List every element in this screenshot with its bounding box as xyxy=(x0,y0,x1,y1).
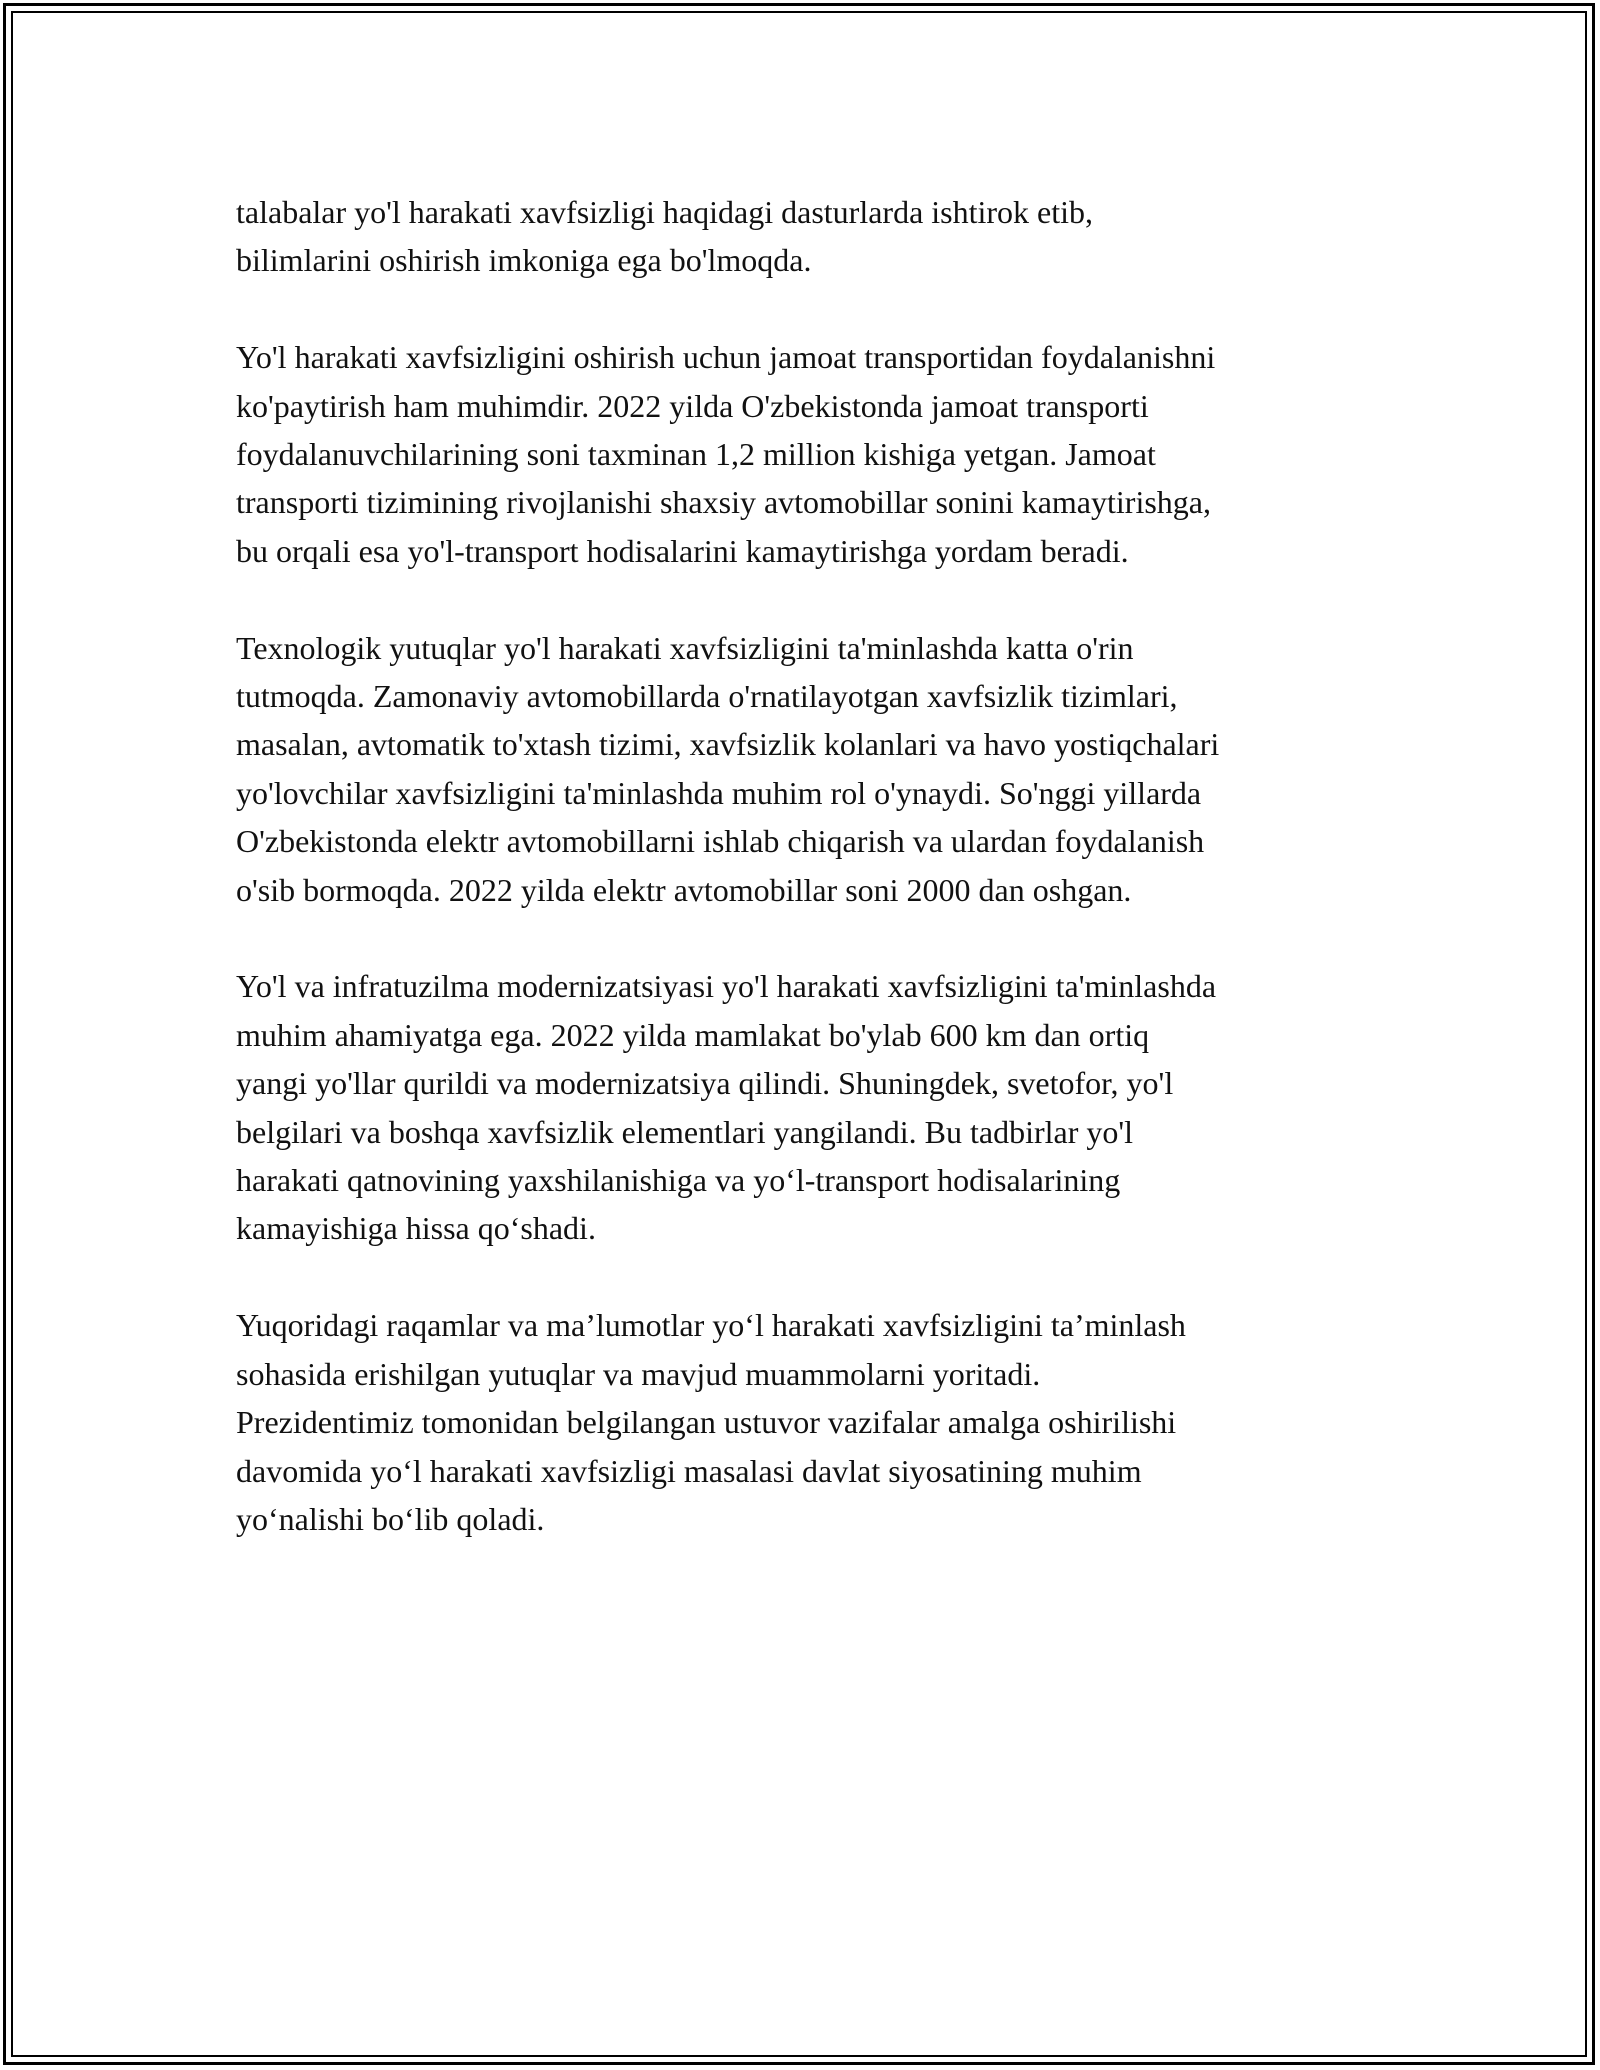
document-body xyxy=(236,188,1376,1592)
paragraph-2: Yo'l harakati xavfsizligini oshirish uchun jamoat transportidan foydalanishni ko'paytirish ham muhimdir. 2022 yilda O'zbekistonda jamoat transporti foydalanuvchilarining soni taxminan 1,2 million kishiga yetgan. Jamoat transporti tizimining rivojlanishi shaxsiy avtomobillar sonini kamaytirishga, bu orqali esa yo'l-transport hodisalarini kamaytirishga yordam beradi. xyxy=(236,339,1216,569)
paragraph-1: talabalar yo'l harakati xavfsizligi haqidagi dasturlarda ishtirok etib, bilimlarini oshirish imkoniga ega bo'lmoqda. xyxy=(236,194,1094,279)
paragraph-5: Yuqoridagi raqamlar va ma’lumotlar yo‘l harakati xavfsizligini ta’minlash sohasida erishilgan yutuqlar va mavjud muammolarni yoritadi. Prezidentimiz tomonidan belgilangan ustuvor vazifalar amalga oshirilishi davomida yo‘l harakati xavfsizligi masalasi davlat siyosatining muhim yo‘nalishi bo‘lib qoladi. xyxy=(236,1307,1186,1537)
paragraph-4: Yo'l va infratuzilma modernizatsiyasi yo'l harakati xavfsizligini ta'minlashda muhim ahamiyatga ega. 2022 yilda mamlakat bo'ylab 600 km dan ortiq yangi yo'llar qurildi va modernizatsiya qilindi. Shuningdek, svetofor, yo'l belgilari va boshqa xavfsizlik elementlari yangilandi. Bu tadbirlar yo'l harakati qatnovining yaxshilanishiga va yo‘l-transport hodisalarining kamayishiga hissa qo‘shadi. xyxy=(236,968,1217,1247)
paragraph-3: Texnologik yutuqlar yo'l harakati xavfsizligini ta'minlashda katta o'rin tutmoqda. Zamonaviy avtomobillarda o'rnatilayotgan xavfsizlik tizimlari, masalan, avtomatik to'xtash tizimi, xavfsizlik kolanlari va havo yostiqchalari yo'lovchilar xavfsizligini ta'minlashda muhim rol o'ynaydi. So'nggi yillarda O'zbekistonda elektr avtomobillarni ishlab chiqarish va ulardan foydalanish o'sib bormoqda. 2022 yilda elektr avtomobillar soni 2000 dan oshgan. xyxy=(236,629,1220,908)
